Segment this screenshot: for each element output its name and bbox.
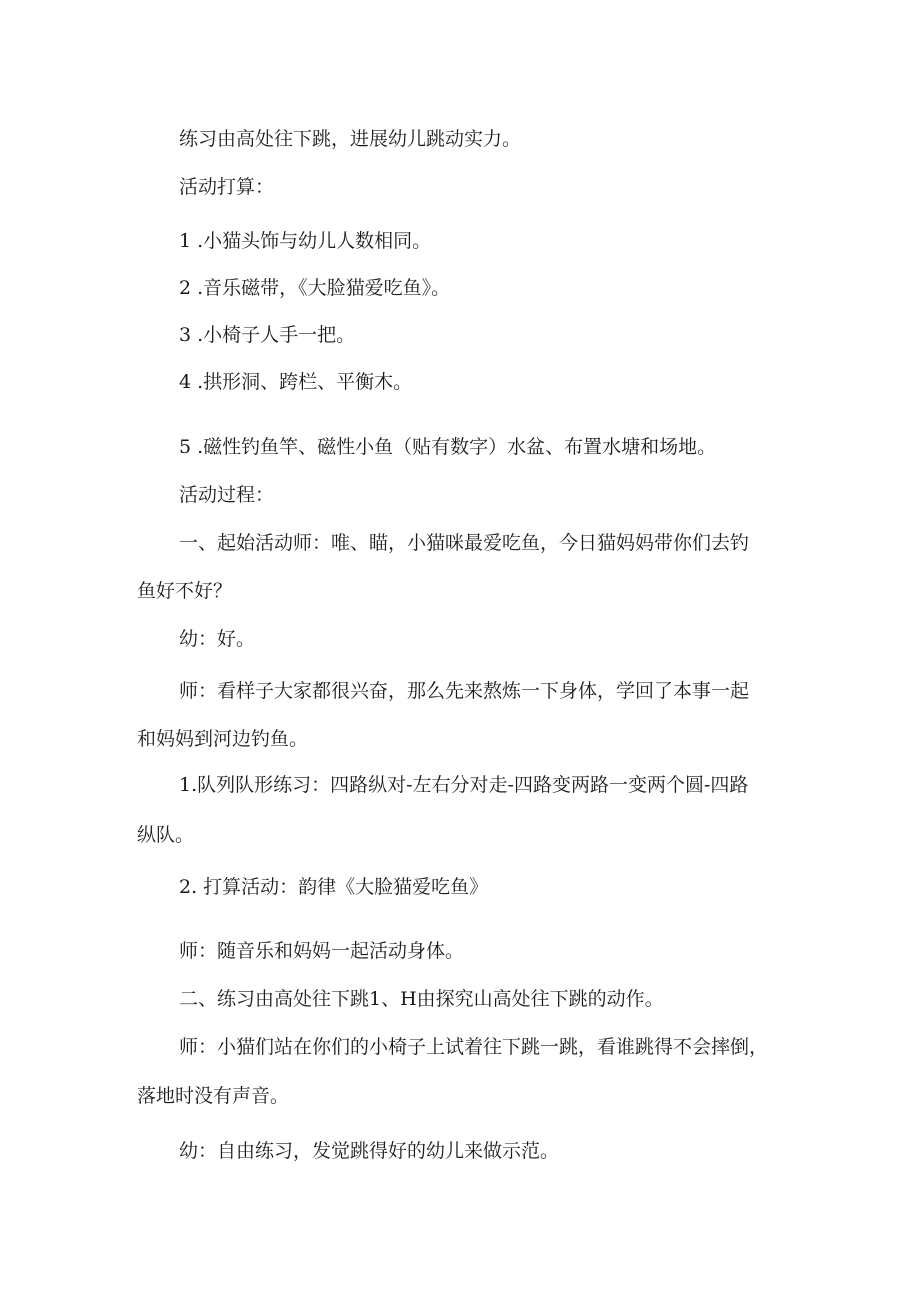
paragraph-line-3: 幼：好。	[179, 628, 256, 650]
list-item-3: 3 .小椅子人手一把。	[179, 324, 356, 346]
paragraph-line-2-cont: 鱼好不好？	[137, 580, 233, 602]
paragraph-line-9-cont: 落地时没有声音。	[137, 1085, 290, 1107]
paragraph-line-5: 1.队列队形练习：四路纵对-左右分对走-四路变两路一变两个圆-四路	[179, 774, 749, 796]
paragraph-line-4-cont: 和妈妈到河边钓鱼。	[137, 728, 309, 750]
section-heading-preparation: 活动打算：	[179, 176, 275, 198]
paragraph-line-9: 师：小猫们站在你们的小椅子上试着往下跳一跳，看谁跳得不会摔倒，	[179, 1036, 769, 1058]
list-item-5: 5 .磁性钓鱼竿、磁性小鱼（贴有数字）水盆、布置水塘和场地。	[179, 436, 717, 458]
paragraph-line-1: 练习由高处往下跳，进展幼儿跳动实力。	[179, 128, 522, 150]
paragraph-line-4: 师：看样子大家都很兴奋，那么先来熬炼一下身体，学回了本事一起	[179, 680, 750, 702]
list-item-1: 1 .小猫头饰与幼儿人数相同。	[179, 230, 432, 252]
paragraph-line-2: 一、起始活动师：唯、瞄，小猫咪最爱吃鱼，今日猫妈妈带你们去钓	[179, 532, 750, 554]
list-item-2: 2 .音乐磁带，《大脸猫爱吃鱼》。	[179, 277, 451, 299]
list-item-4: 4 .拱形洞、跨栏、平衡木。	[179, 371, 413, 393]
paragraph-line-7: 师：随音乐和妈妈一起活动身体。	[179, 940, 465, 962]
paragraph-line-6: 2. 打算活动：韵律《大脸猫爱吃鱼》	[179, 876, 489, 898]
paragraph-line-5-cont: 纵队。	[137, 824, 195, 846]
paragraph-line-8: 二、练习由高处往下跳1、H由探究山高处往下跳的动作。	[179, 988, 664, 1010]
paragraph-line-10: 幼：自由练习，发觉跳得好的幼儿来做示范。	[179, 1140, 560, 1162]
section-heading-process: 活动过程：	[179, 484, 275, 506]
